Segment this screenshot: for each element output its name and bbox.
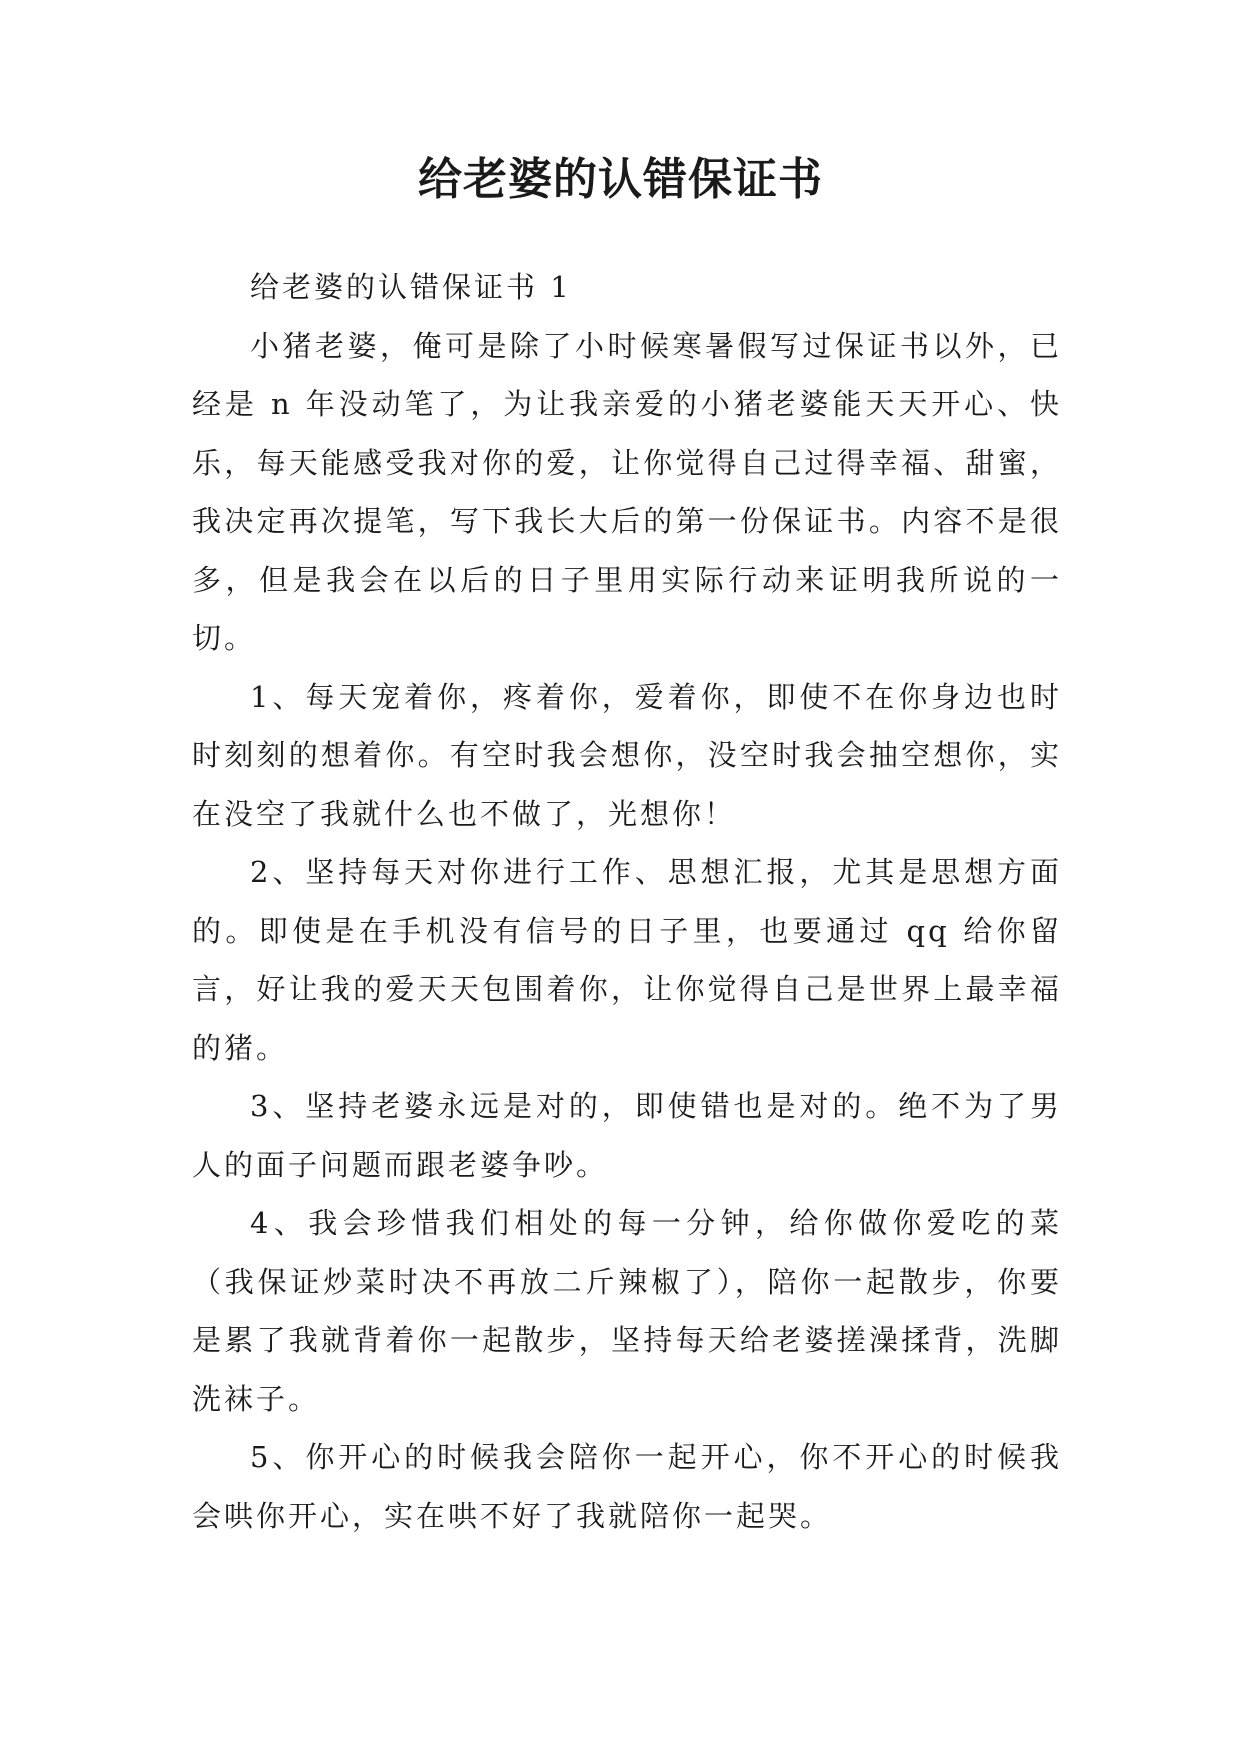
paragraph-item-3: 3、坚持老婆永远是对的，即使错也是对的。绝不为了男人的面子问题而跟老婆争吵。 bbox=[192, 1089, 1062, 1182]
paragraph-item-5: 5、你开心的时候我会陪你一起开心，你不开心的时候我会哄你开心，实在哄不好了我就陪你一起哭。 bbox=[192, 1440, 1062, 1533]
paragraph-item-1: 1、每天宠着你，疼着你，爱着你，即使不在你身边也时时刻刻的想着你。有空时我会想你，没空时我会抽空想你，实在没空了我就什么也不做了，光想你！ bbox=[192, 679, 1062, 831]
document-body bbox=[192, 258, 1062, 1545]
paragraph-item-4: 4、我会珍惜我们相处的每一分钟，给你做你爱吃的菜（我保证炒菜时决不再放二斤辣椒了），陪你一起散步，你要是累了我就背着你一起散步，坚持每天给老婆搓澡揉背，洗脚洗袜子。 bbox=[192, 1206, 1062, 1416]
paragraph-intro: 小猪老婆，俺可是除了小时候寒暑假写过保证书以外，已经是 n 年没动笔了，为让我亲爱的小猪老婆能天天开心、快乐，每天能感受我对你的爱，让你觉得自己过得幸福、甜蜜，我决定再次提笔，写下我长大后的第一份保证书。内容不是很多，但是我会在以后的日子里用实际行动来证明我所说的一切。 bbox=[192, 328, 1062, 655]
document-title: 给老婆的认错保证书 bbox=[418, 154, 823, 205]
section-heading: 给老婆的认错保证书 1 bbox=[250, 270, 572, 304]
paragraph-item-2: 2、坚持每天对你进行工作、思想汇报，尤其是思想方面的。即使是在手机没有信号的日子里，也要通过 qq 给你留言，好让我的爱天天包围着你，让你觉得自己是世界上最幸福的猪。 bbox=[192, 855, 1062, 1065]
